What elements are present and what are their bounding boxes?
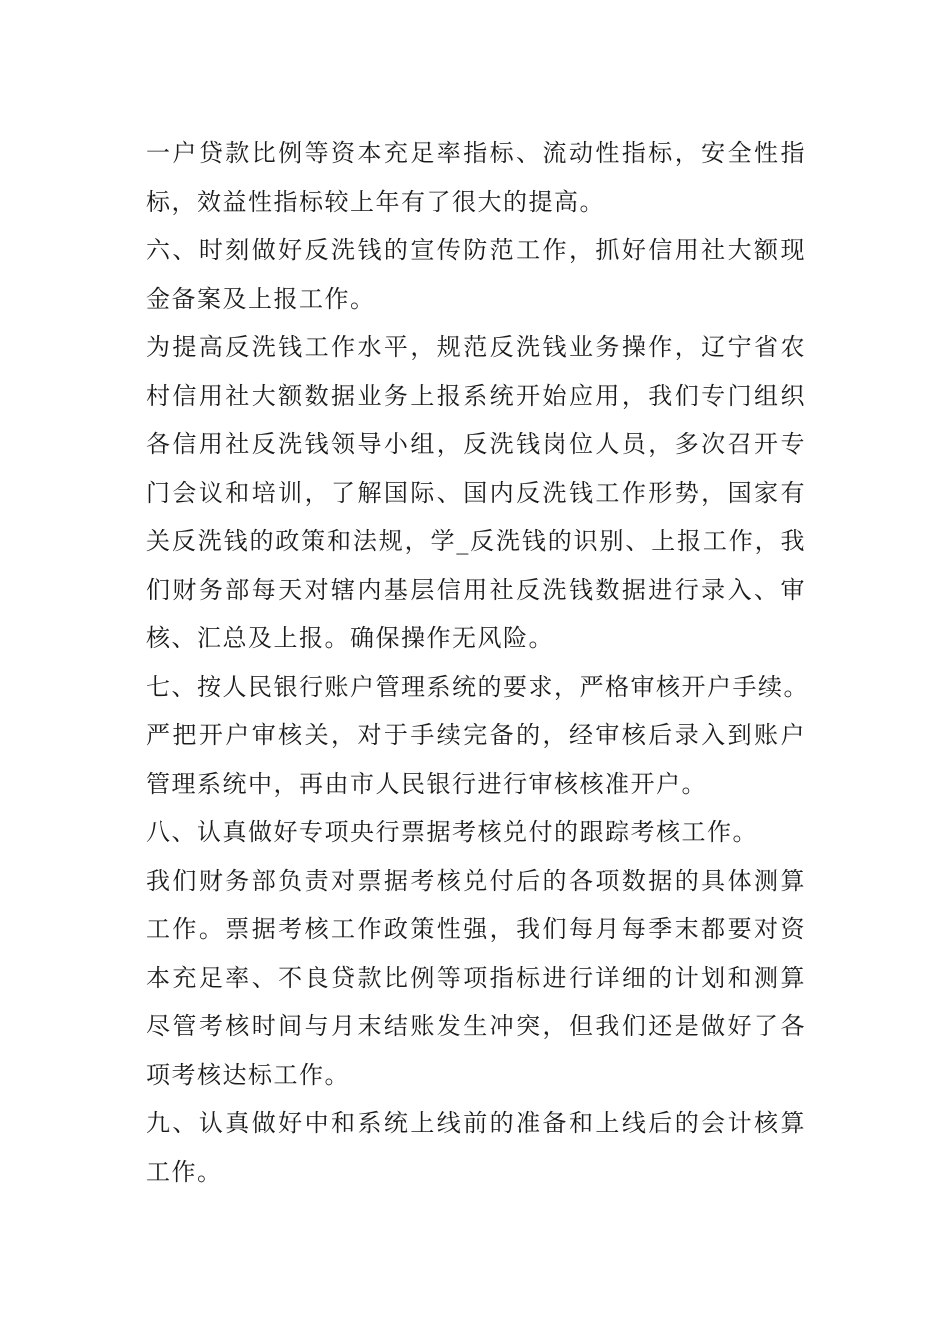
text-line: 本充足率、不良贷款比例等项指标进行详细的计划和测算 xyxy=(146,963,806,992)
text-line: 一户贷款比例等资本充足率指标、流动性指标，安全性指 xyxy=(146,139,806,167)
text-line: 为提高反洗钱工作水平，规范反洗钱业务操作，辽宁省农 xyxy=(146,333,806,361)
text-line: 严把开户审核关，对于手续完备的，经审核后录入到账户 xyxy=(146,721,806,749)
text-line: 村信用社大额数据业务上报系统开始应用，我们专门组织 xyxy=(146,381,806,410)
text-line: 们财务部每天对辖内基层信用社反洗钱数据进行录入、审 xyxy=(146,575,806,604)
section-heading-line: 七、按人民银行账户管理系统的要求，严格审核开户手续。 xyxy=(146,672,809,701)
text-line: 工作。票据考核工作政策性强，我们每月每季末都要对资 xyxy=(146,915,806,943)
section-heading-line: 工作。 xyxy=(146,1157,223,1186)
text-line: 关反洗钱的政策和法规，学_反洗钱的识别、上报工作，我 xyxy=(146,527,806,555)
section-heading-line: 六、时刻做好反洗钱的宣传防范工作，抓好信用社大额现 xyxy=(146,236,806,264)
section-heading-line: 八、认真做好专项央行票据考核兑付的跟踪考核工作。 xyxy=(146,818,758,846)
text-line: 标，效益性指标较上年有了很大的提高。 xyxy=(146,187,605,216)
section-heading-line: 九、认真做好中和系统上线前的准备和上线后的会计核算 xyxy=(146,1109,806,1137)
section-heading-line: 金备案及上报工作。 xyxy=(146,284,376,313)
text-line: 管理系统中，再由市人民银行进行审核核准开户。 xyxy=(146,769,707,798)
document-body xyxy=(146,129,809,1196)
text-line: 核、汇总及上报。确保操作无风险。 xyxy=(146,624,554,652)
text-line: 尽管考核时间与月末结账发生冲突，但我们还是做好了各 xyxy=(146,1012,806,1040)
text-line: 我们财务部负责对票据考核兑付后的各项数据的具体测算 xyxy=(146,866,806,895)
text-line: 项考核达标工作。 xyxy=(146,1060,350,1089)
text-line: 门会议和培训，了解国际、国内反洗钱工作形势，国家有 xyxy=(146,478,806,507)
text-line: 各信用社反洗钱领导小组，反洗钱岗位人员，多次召开专 xyxy=(146,430,806,458)
